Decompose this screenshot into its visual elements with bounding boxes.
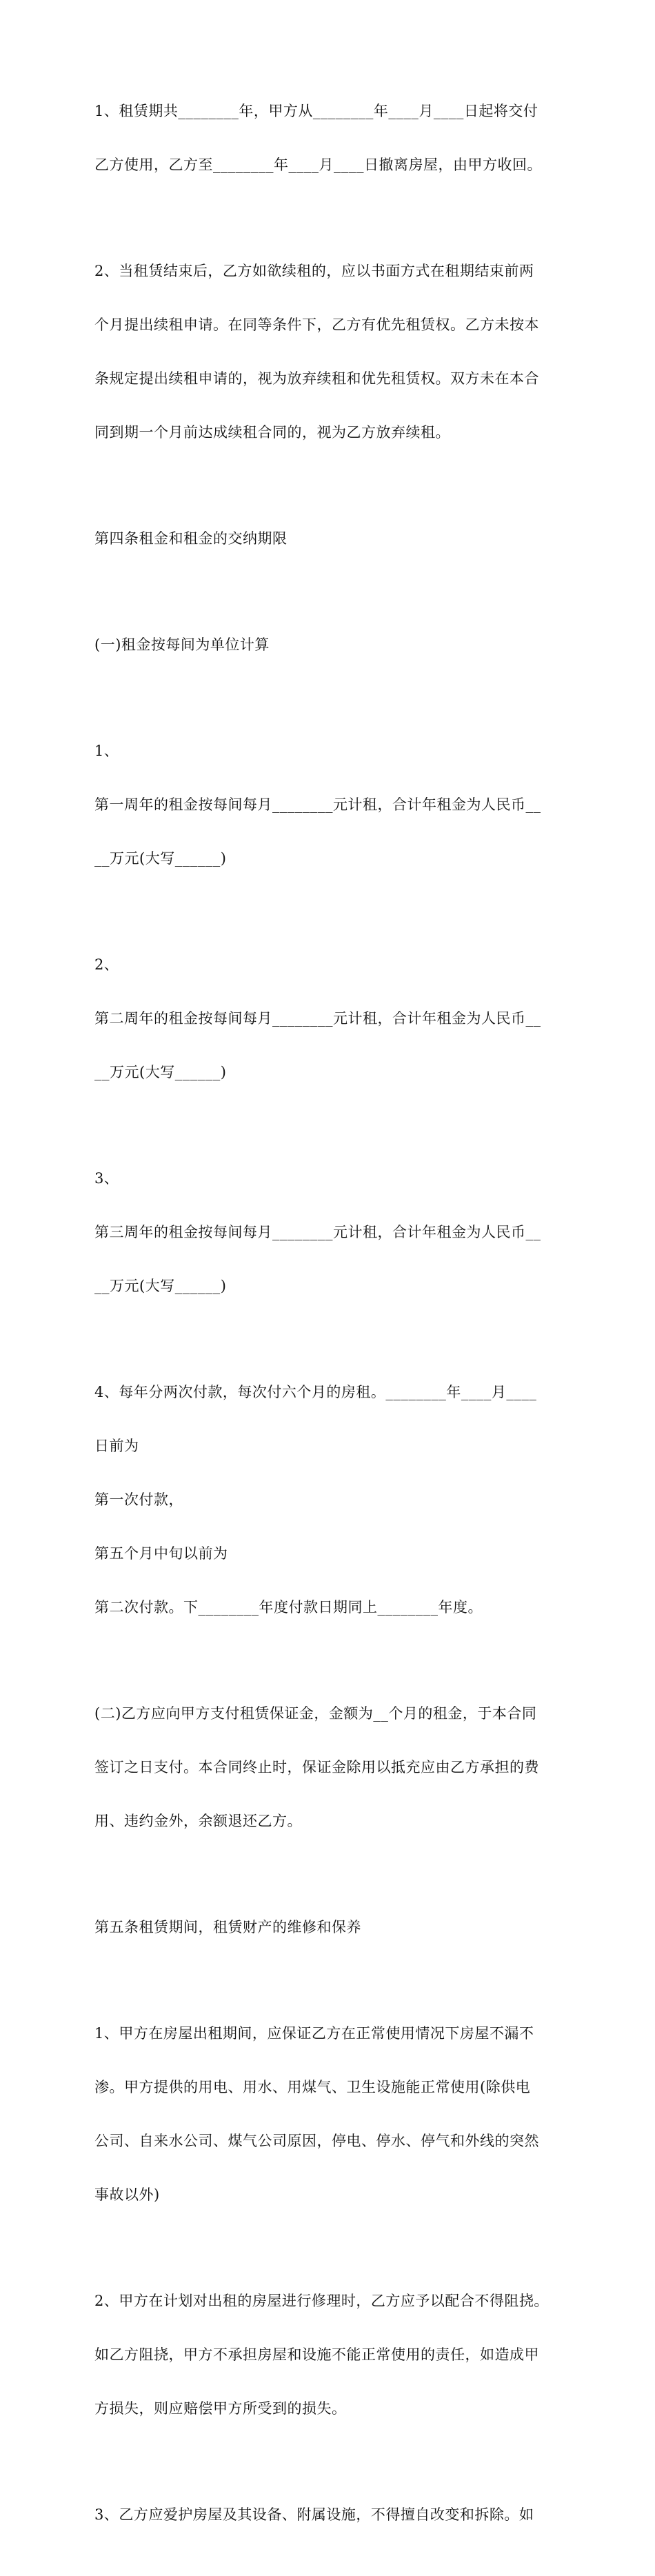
clause-maintenance-2: [94, 2256, 570, 2453]
text-line: 事故以外): [94, 2186, 160, 2203]
text-line: (二)乙方应向甲方支付租赁保证金，金额为__个月的租金，于本合同: [94, 1705, 537, 1722]
section-heading-article-5: [94, 1882, 570, 1972]
text-line: 第二次付款。下________年度付款日期同上________年度。: [94, 1599, 483, 1616]
text-line: (一)租金按每间为单位计算: [94, 636, 270, 653]
clause-maintenance-3: [94, 2470, 570, 2559]
text-line: 同到期一个月前达成续租合同的，视为乙方放弃续租。: [94, 424, 450, 441]
text-line: 第四条租金和租金的交纳期限: [94, 530, 288, 547]
clause-security-deposit: [94, 1669, 570, 1866]
text-line: 4、每年分两次付款，每次付六个月的房租。________年____月____: [94, 1384, 537, 1400]
text-line: 3、乙方应爱护房屋及其设备、附属设施，不得擅自改变和拆除。如: [94, 2506, 534, 2523]
clause-maintenance-1: [94, 1989, 570, 2240]
section-heading-article-4: [94, 494, 570, 583]
text-line: 签订之日支付。本合同终止时，保证金除用以抵充应由乙方承担的费: [94, 1759, 539, 1775]
text-line: 第五个月中旬以前为: [94, 1545, 228, 1562]
clause-renewal: [94, 226, 570, 477]
text-line: 公司、自来水公司、煤气公司原因，停电、停水、停气和外线的突然: [94, 2133, 539, 2149]
text-line: 第一次付款，: [94, 1491, 183, 1508]
text-line: 个月提出续租申请。在同等条件下，乙方有优先租赁权。乙方未按本: [94, 316, 539, 333]
text-line: 2、当租赁结束后，乙方如欲续租的，应以书面方式在租期结束前两: [94, 263, 534, 279]
clause-year-1-rent: [94, 706, 570, 903]
text-line: 渗。甲方提供的用电、用水、用煤气、卫生设施能正常使用(除供电: [94, 2079, 531, 2095]
text-line: 2、: [94, 956, 119, 973]
text-line: 第一周年的租金按每间每月________元计租，合计年租金为人民币__: [94, 796, 541, 813]
text-line: 1、甲方在房屋出租期间，应保证乙方在正常使用情况下房屋不漏不: [94, 2025, 534, 2042]
clause-lease-term: [94, 66, 570, 210]
text-line: 方损失，则应赔偿甲方所受到的损失。: [94, 2400, 347, 2417]
document-body: [94, 66, 570, 2576]
subsection-heading-rent-unit: [94, 600, 570, 690]
clause-year-2-rent: [94, 920, 570, 1117]
text-line: 1、租赁期共________年，甲方从________年____月____日起将交付: [94, 103, 538, 119]
text-line: __万元(大写______): [94, 850, 227, 867]
text-line: 乙方使用，乙方至________年____月____日撤离房屋，由甲方收回。: [94, 157, 542, 173]
text-line: 如乙方阻挠，甲方不承担房屋和设施不能正常使用的责任，如造成甲: [94, 2346, 539, 2363]
text-line: __万元(大写______): [94, 1278, 227, 1294]
text-line: 3、: [94, 1170, 119, 1187]
clause-year-3-rent: [94, 1134, 570, 1331]
text-line: 第五条租赁期间，租赁财产的维修和保养: [94, 1919, 361, 1935]
text-line: 条规定提出续租申请的，视为放弃续租和优先租赁权。双方未在本合: [94, 370, 539, 387]
clause-payment-schedule: [94, 1347, 570, 1652]
text-line: __万元(大写______): [94, 1064, 227, 1080]
text-line: 第三周年的租金按每间每月________元计租，合计年租金为人民币__: [94, 1224, 541, 1240]
text-line: 1、: [94, 743, 119, 759]
text-line: 第二周年的租金按每间每月________元计租，合计年租金为人民币__: [94, 1010, 541, 1027]
text-line: 2、甲方在计划对出租的房屋进行修理时，乙方应予以配合不得阻挠。: [94, 2293, 549, 2309]
text-line: 用、违约金外，余额退还乙方。: [94, 1813, 302, 1829]
text-line: 日前为: [94, 1438, 139, 1454]
